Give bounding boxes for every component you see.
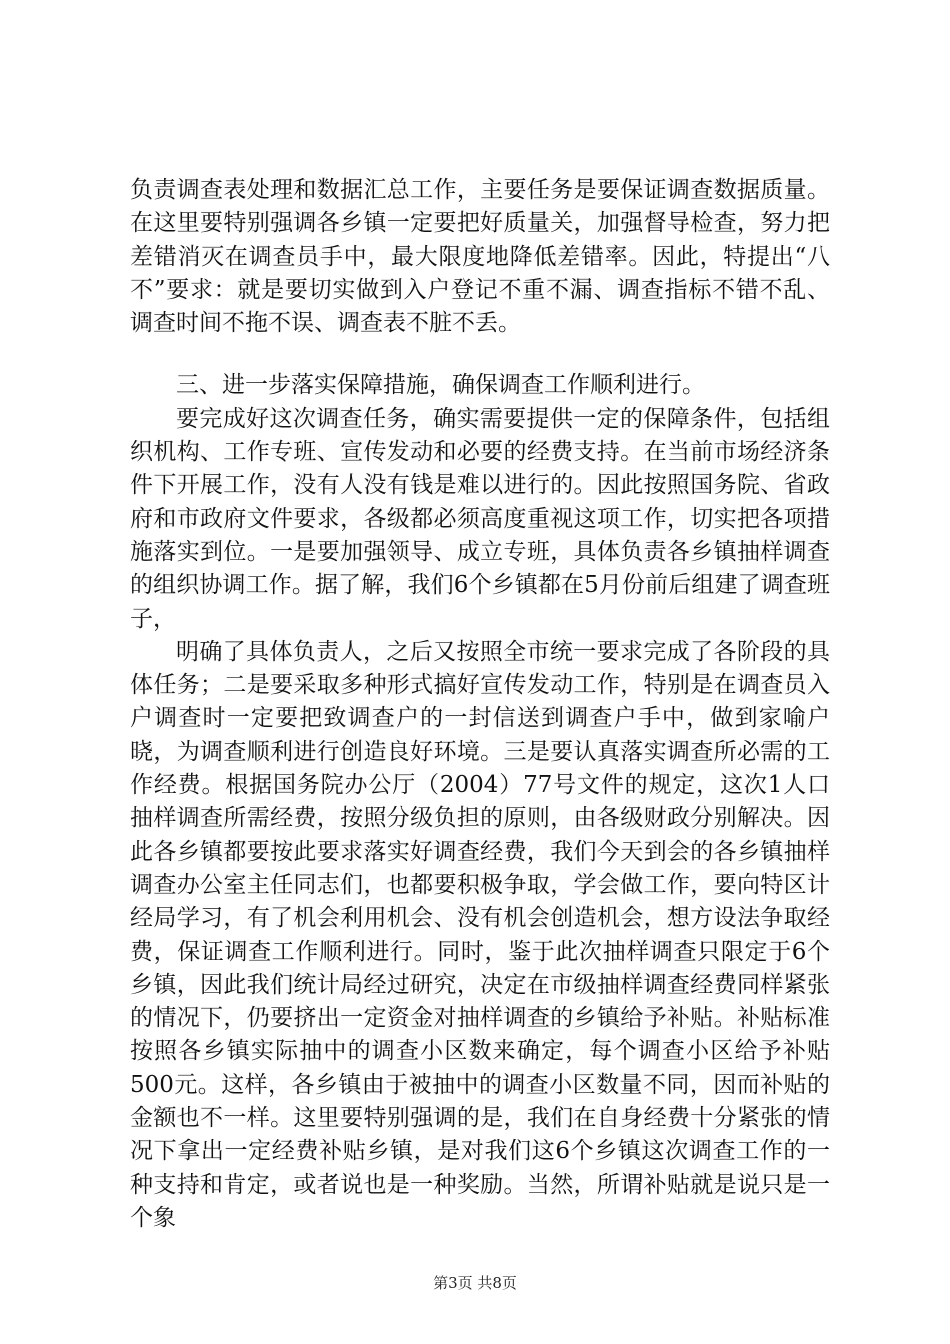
paragraph-guarantee: 要完成好这次调查任务，确实需要提供一定的保障条件，包括组织机构、工作专班、宣传发动和必要的经费支持。在当前市场经济条件下开展工作，没有人没有钱是难以进行的。因此按照国务院、省政府和市政府文件要求，各级都必须高度重视这项工作，切实把各项措施落实到位。一是要加强领导、成立专班，具体负责各乡镇抽样调查的组织协调工作。据了解，我们6个乡镇都在5月份前后组建了调查班子，: [130, 405, 830, 632]
section-heading: 三、进一步落实保障措施，确保调查工作顺利进行。: [176, 372, 705, 399]
paragraph-tasks: 明确了具体负责人，之后又按照全市统一要求完成了各阶段的具体任务；二是要采取多种形式搞好宣传发动工作，特别是在调查员入户调查时一定要把致调查户的一封信送到调查户手中，做到家喻户晓，为调查顺利进行创造良好环境。三是要认真落实调查所必需的工作经费。根据国务院办公厅（2004）77号文件的规定，这次1人口抽样调查所需经费，按照分级负担的原则，由各级财政分别解决。因此各乡镇都要按此要求落实好调查经费，我们今天到会的各乡镇抽样调查办公室主任同志们，也都要积极争取，学会做工作，要向特区计经局学习，有了机会利用机会、没有机会创造机会，想方设法争取经费，保证调查工作顺利进行。同时，鉴于此次抽样调查只限定于6个乡镇，因此我们统计局经过研究，决定在市级抽样调查经费同样紧张的情况下，仍要挤出一定资金对抽样调查的乡镇给予补贴。补贴标准按照各乡镇实际抽中的调查小区数来确定，每个调查小区给予补贴500元。这样，各乡镇由于被抽中的调查小区数量不同，因而补贴的金额也不一样。这里要特别强调的是，我们在自身经费十分紧张的情况下拿出一定经费补贴乡镇，是对我们这6个乡镇这次调查工作的一种支持和肯定，或者说也是一种奖励。当然，所谓补贴就是说只是一个象: [130, 638, 830, 1231]
paragraph-continuation: 负责调查表处理和数据汇总工作，主要任务是要保证调查数据质量。在这里要特别强调各乡镇一定要把好质量关，加强督导检查，努力把差错消灭在调查员手中，最大限度地降低差错率。因此，特提出“八不”要求：就是要切实做到入户登记不重不漏、调查指标不错不乱、调查时间不拖不误、调查表不脏不丢。: [130, 177, 830, 337]
paragraph-gap: [130, 340, 830, 369]
page-footer: 第3页 共8页: [433, 1274, 517, 1292]
document-body: [130, 174, 830, 1235]
